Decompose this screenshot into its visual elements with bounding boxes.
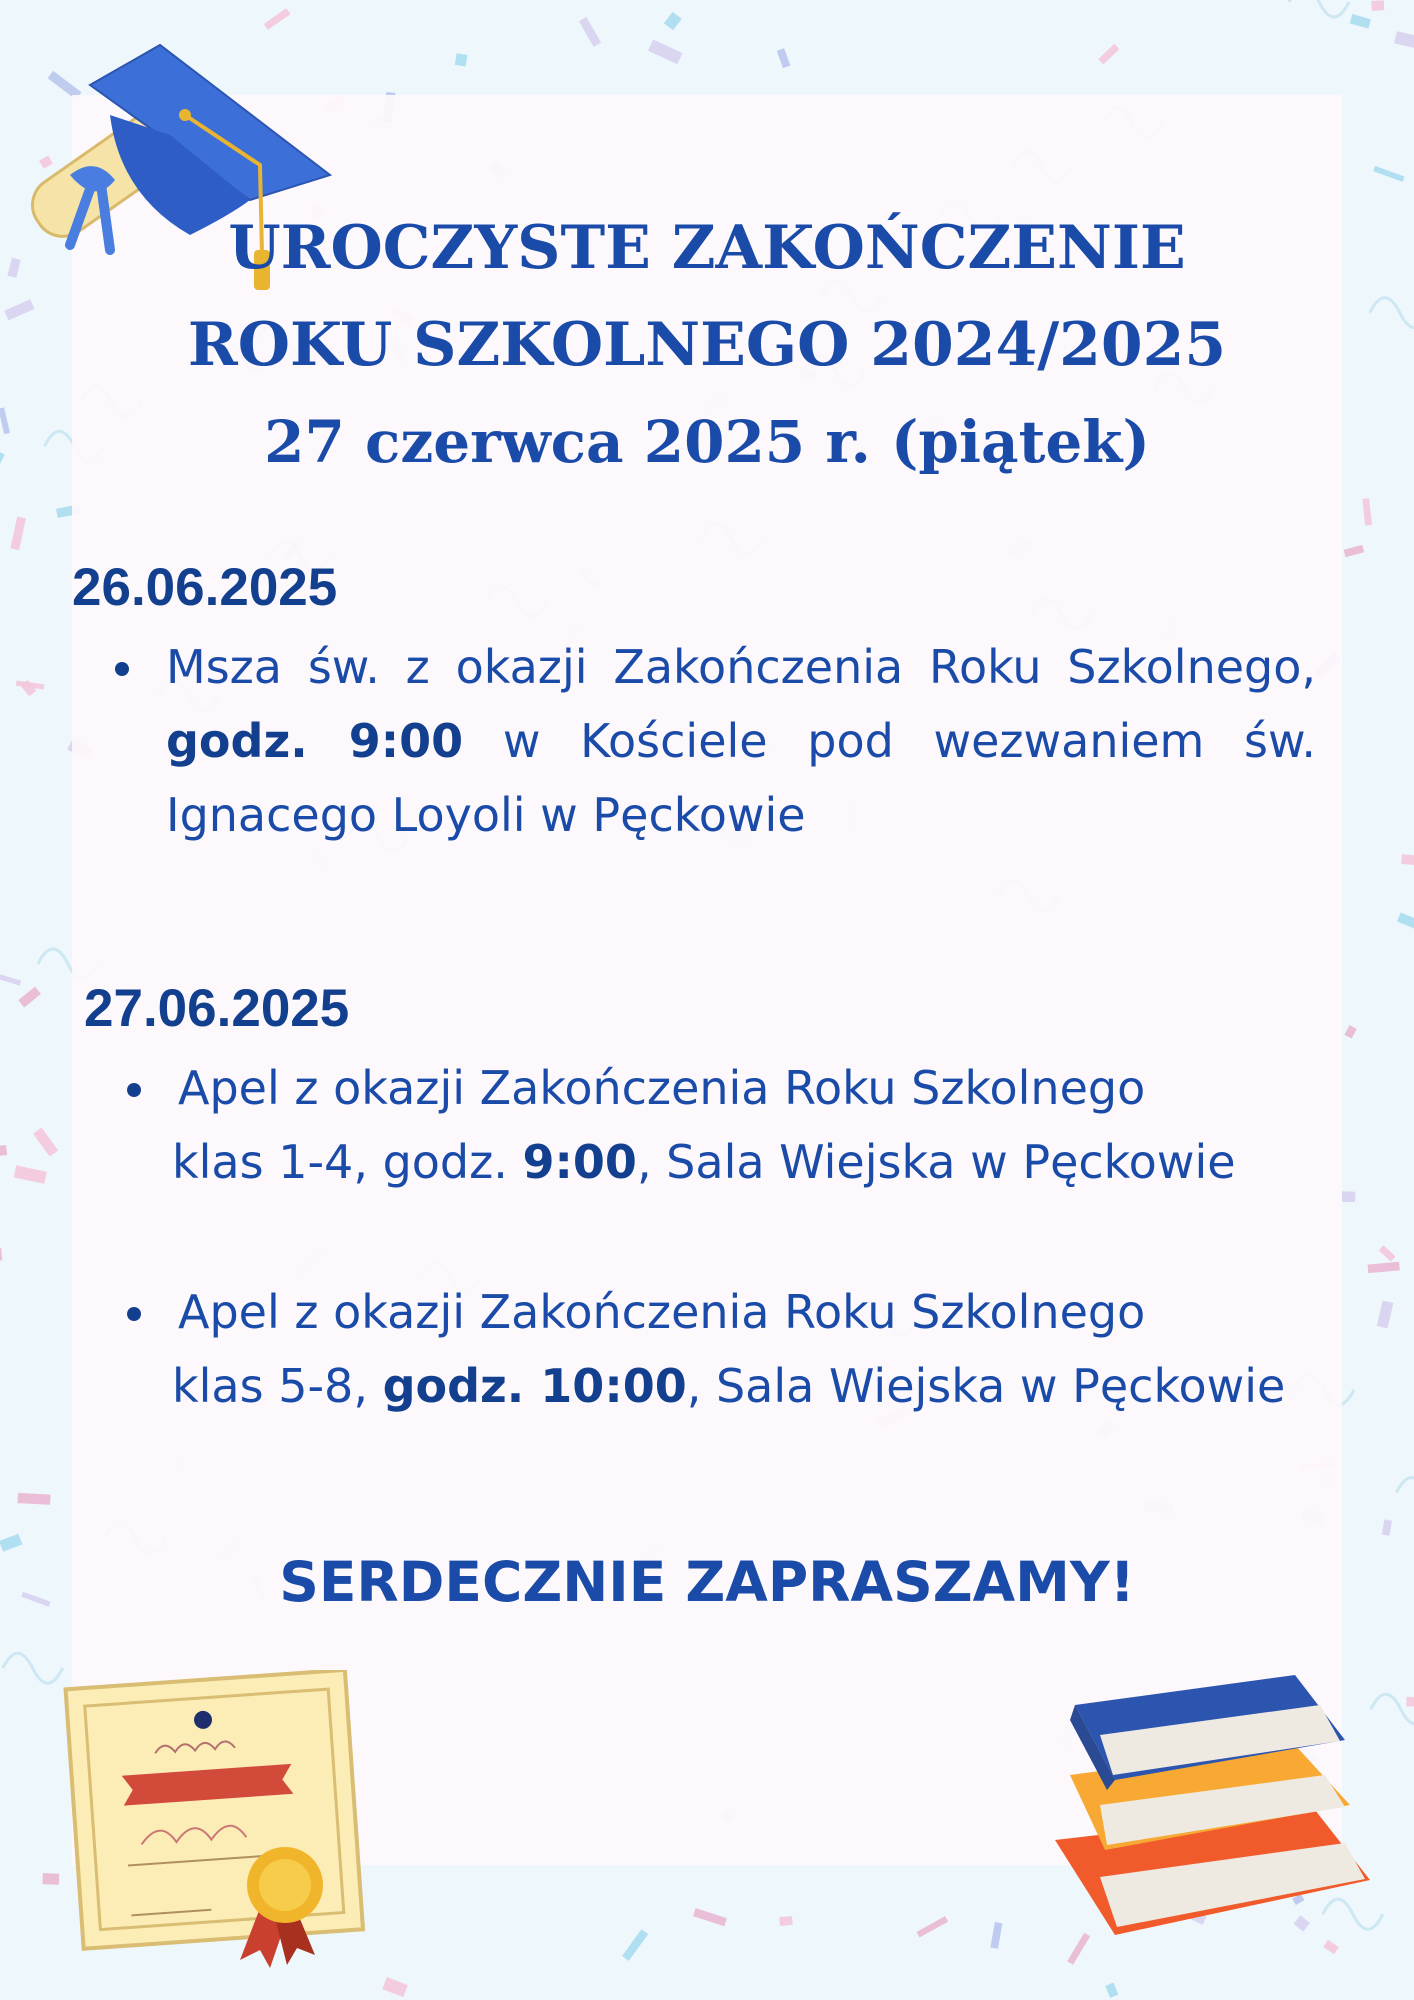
- confetti-piece: [10, 517, 25, 551]
- confetti-piece: [1382, 1519, 1392, 1536]
- certificate-icon: [45, 1670, 375, 1970]
- event-text: klas 1-4, godz.: [172, 1135, 508, 1189]
- confetti-piece: [648, 39, 682, 64]
- confetti-piece: [916, 1916, 948, 1937]
- title-line-1: UROCZYSTE ZAKOŃCZENIE: [228, 213, 1186, 283]
- confetti-piece: [777, 48, 791, 68]
- event-time: godz. 10:00: [382, 1359, 687, 1413]
- day1-date: 26.06.2025: [72, 558, 338, 617]
- confetti-piece: [33, 1128, 58, 1157]
- title-line-2: ROKU SZKOLNEGO 2024/2025: [187, 310, 1227, 380]
- confetti-piece: [1362, 498, 1372, 525]
- confetti-piece: [664, 12, 682, 30]
- event-time: 9:00: [522, 1135, 637, 1189]
- confetti-piece: [779, 1916, 792, 1926]
- confetti-piece: [1105, 1983, 1118, 1998]
- event-time: godz. 9:00: [166, 714, 464, 768]
- confetti-piece: [1344, 1025, 1356, 1038]
- bullet: [127, 1307, 141, 1321]
- event-text: , Sala Wiejska w Pęckowie: [686, 1359, 1286, 1413]
- confetti-piece: [990, 1922, 1002, 1949]
- event-text: w Kościele pod wezwaniem św. Ignacego Loyoli w Pęckowie: [166, 714, 1317, 842]
- bullet: [127, 1083, 141, 1097]
- event-line: Apel z okazji Zakończenia Roku Szkolnego: [178, 1061, 1146, 1115]
- event-text: , Sala Wiejska w Pęckowie: [636, 1135, 1236, 1189]
- confetti-piece: [1379, 1245, 1396, 1261]
- closing-invitation: SERDECZNIE ZAPRASZAMY!: [279, 1550, 1135, 1614]
- confetti-piece: [1394, 31, 1414, 48]
- subtitle-date: 27 czerwca 2025 r. (piątek): [264, 408, 1150, 476]
- event-line: Apel z okazji Zakończenia Roku Szkolnego: [178, 1285, 1146, 1339]
- confetti-piece: [579, 17, 601, 47]
- event-text: Msza św. z okazji Zakończenia Roku Szkolnego,: [166, 640, 1316, 694]
- confetti-piece: [17, 1493, 50, 1505]
- confetti-piece: [14, 1165, 47, 1183]
- confetti-piece: [0, 974, 21, 985]
- confetti-piece: [1397, 913, 1414, 934]
- confetti-piece: [1406, 1697, 1414, 1708]
- confetti-piece: [1368, 1262, 1400, 1273]
- confetti-piece: [1401, 854, 1414, 867]
- event-text: klas 5-8,: [172, 1359, 368, 1413]
- confetti-piece: [18, 987, 41, 1008]
- confetti-piece: [382, 1977, 408, 1997]
- confetti-piece: [1371, 0, 1384, 11]
- confetti-piece: [0, 1248, 2, 1261]
- day2-event2: [172, 1275, 1402, 1423]
- day1-event1: [166, 630, 1316, 852]
- streamer: [1289, 0, 1349, 17]
- confetti-piece: [455, 53, 468, 66]
- confetti-piece: [622, 1929, 648, 1961]
- books-icon: [1045, 1665, 1385, 1945]
- day2-event1: [172, 1051, 1372, 1199]
- day2-date: 27.06.2025: [84, 979, 350, 1038]
- streamer: [1396, 1477, 1414, 1507]
- bullet: [115, 662, 129, 676]
- confetti-piece: [1350, 14, 1371, 29]
- confetti-piece: [0, 1145, 7, 1159]
- confetti-piece: [1344, 545, 1364, 557]
- event-line: [172, 1349, 1402, 1423]
- confetti-piece: [693, 1908, 727, 1926]
- event-line: [172, 1125, 1372, 1199]
- confetti-piece: [1098, 44, 1119, 65]
- confetti-piece: [1373, 166, 1404, 182]
